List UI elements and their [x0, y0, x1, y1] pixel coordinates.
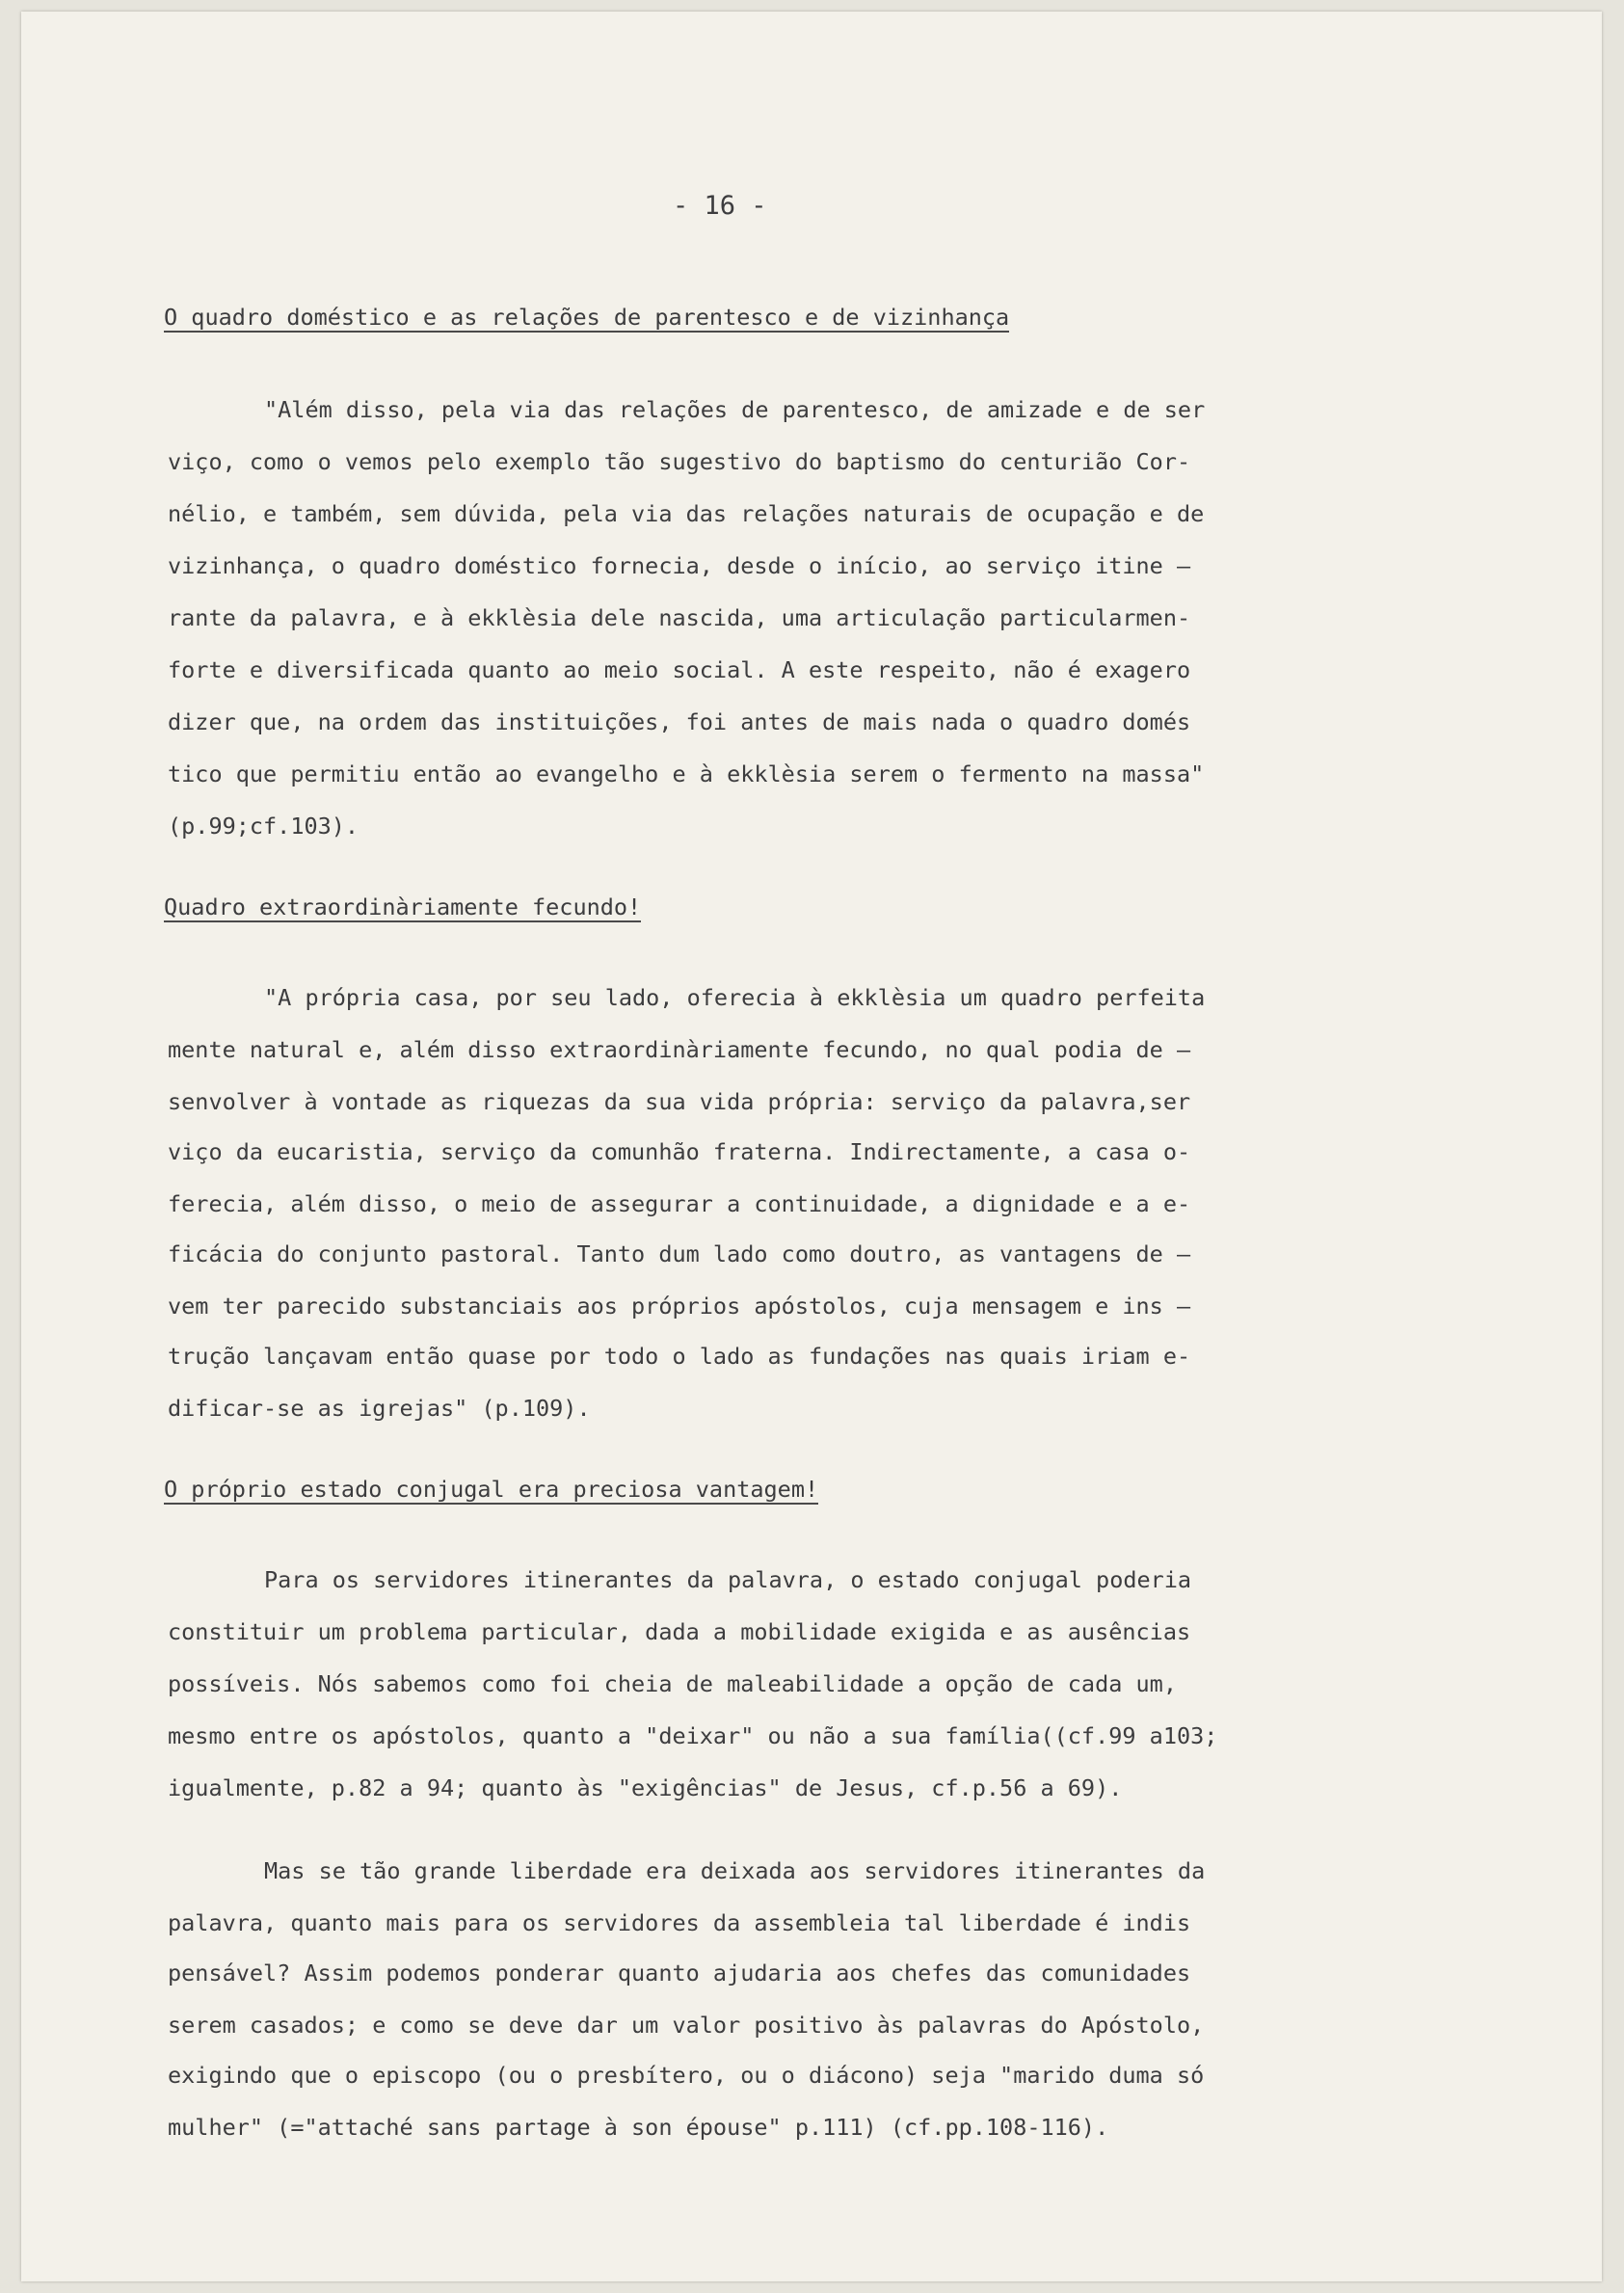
paragraph-line: exigindo que o episcopo (ou o presbítero, ou o diácono) seja "marido duma só: [168, 2062, 1205, 2089]
paragraph-line: rante da palavra, e à ekklèsia dele nascida, uma articulação particularmen-: [168, 604, 1191, 631]
section-heading-conjugal-state: O próprio estado conjugal era preciosa vantagem!: [164, 1476, 819, 1503]
paragraph-line: viço da eucaristia, serviço da comunhão fraterna. Indirectamente, a casa o-: [168, 1138, 1191, 1165]
paragraph-line: mulher" (="attaché sans partage à son épouse" p.111) (cf.pp.108-116).: [168, 2114, 1109, 2141]
paragraph-line: senvolver à vontade as riquezas da sua vida própria: serviço da palavra,ser: [168, 1088, 1191, 1115]
paragraph-line: "A própria casa, por seu lado, oferecia à ekklèsia um quadro perfeita: [264, 984, 1206, 1011]
paragraph-line: (p.99;cf.103).: [168, 813, 359, 840]
paragraph-line: Mas se tão grande liberdade era deixada aos servidores itinerantes da: [264, 1857, 1206, 1884]
paragraph-line: mente natural e, além disso extraordinàriamente fecundo, no qual podia de —: [168, 1036, 1191, 1063]
paragraph-line: dizer que, na ordem das instituições, foi antes de mais nada o quadro domés: [168, 708, 1191, 735]
paragraph-line: vem ter parecido substanciais aos próprios apóstolos, cuja mensagem e ins —: [168, 1293, 1191, 1320]
paragraph-line: ficácia do conjunto pastoral. Tanto dum lado como doutro, as vantagens de —: [168, 1240, 1191, 1267]
section-heading-fruitful-frame: Quadro extraordinàriamente fecundo!: [164, 893, 642, 920]
paragraph-line: ferecia, além disso, o meio de assegurar a continuidade, a dignidade e a e-: [168, 1190, 1191, 1217]
paragraph-line: "Além disso, pela via das relações de parentesco, de amizade e de ser: [264, 396, 1206, 423]
paragraph-line: forte e diversificada quanto ao meio social. A este respeito, não é exagero: [168, 656, 1191, 683]
paragraph-line: pensável? Assim podemos ponderar quanto ajudaria aos chefes das comunidades: [168, 1960, 1191, 1986]
paragraph-line: viço, como o vemos pelo exemplo tão sugestivo do baptismo do centurião Cor-: [168, 448, 1191, 475]
paragraph-line: Para os servidores itinerantes da palavra, o estado conjugal poderia: [264, 1566, 1192, 1593]
section-heading-domestic-frame: O quadro doméstico e as relações de parentesco e de vizinhança: [164, 304, 1010, 331]
paragraph-line: trução lançavam então quase por todo o lado as fundações nas quais iriam e-: [168, 1343, 1191, 1370]
paragraph-line: dificar-se as igrejas" (p.109).: [168, 1395, 591, 1422]
paragraph-line: nélio, e também, sem dúvida, pela via das relações naturais de ocupação e de: [168, 500, 1205, 527]
paragraph-line: possíveis. Nós sabemos como foi cheia de maleabilidade a opção de cada um,: [168, 1670, 1177, 1697]
paragraph-line: serem casados; e como se deve dar um valor positivo às palavras do Apóstolo,: [168, 2012, 1205, 2039]
paragraph-line: mesmo entre os apóstolos, quanto a "deixar" ou não a sua família((cf.99 a103;: [168, 1722, 1218, 1749]
document-page: [21, 12, 1602, 2281]
paragraph-line: palavra, quanto mais para os servidores da assembleia tal liberdade é indis: [168, 1909, 1191, 1936]
paragraph-line: vizinhança, o quadro doméstico fornecia, desde o início, ao serviço itine —: [168, 552, 1191, 579]
paragraph-line: constituir um problema particular, dada a mobilidade exigida e as ausências: [168, 1618, 1191, 1645]
paragraph-line: tico que permitiu então ao evangelho e à ekklèsia serem o fermento na massa": [168, 760, 1205, 787]
page-number: - 16 -: [673, 191, 767, 221]
paragraph-line: igualmente, p.82 a 94; quanto às "exigências" de Jesus, cf.p.56 a 69).: [168, 1774, 1123, 1801]
